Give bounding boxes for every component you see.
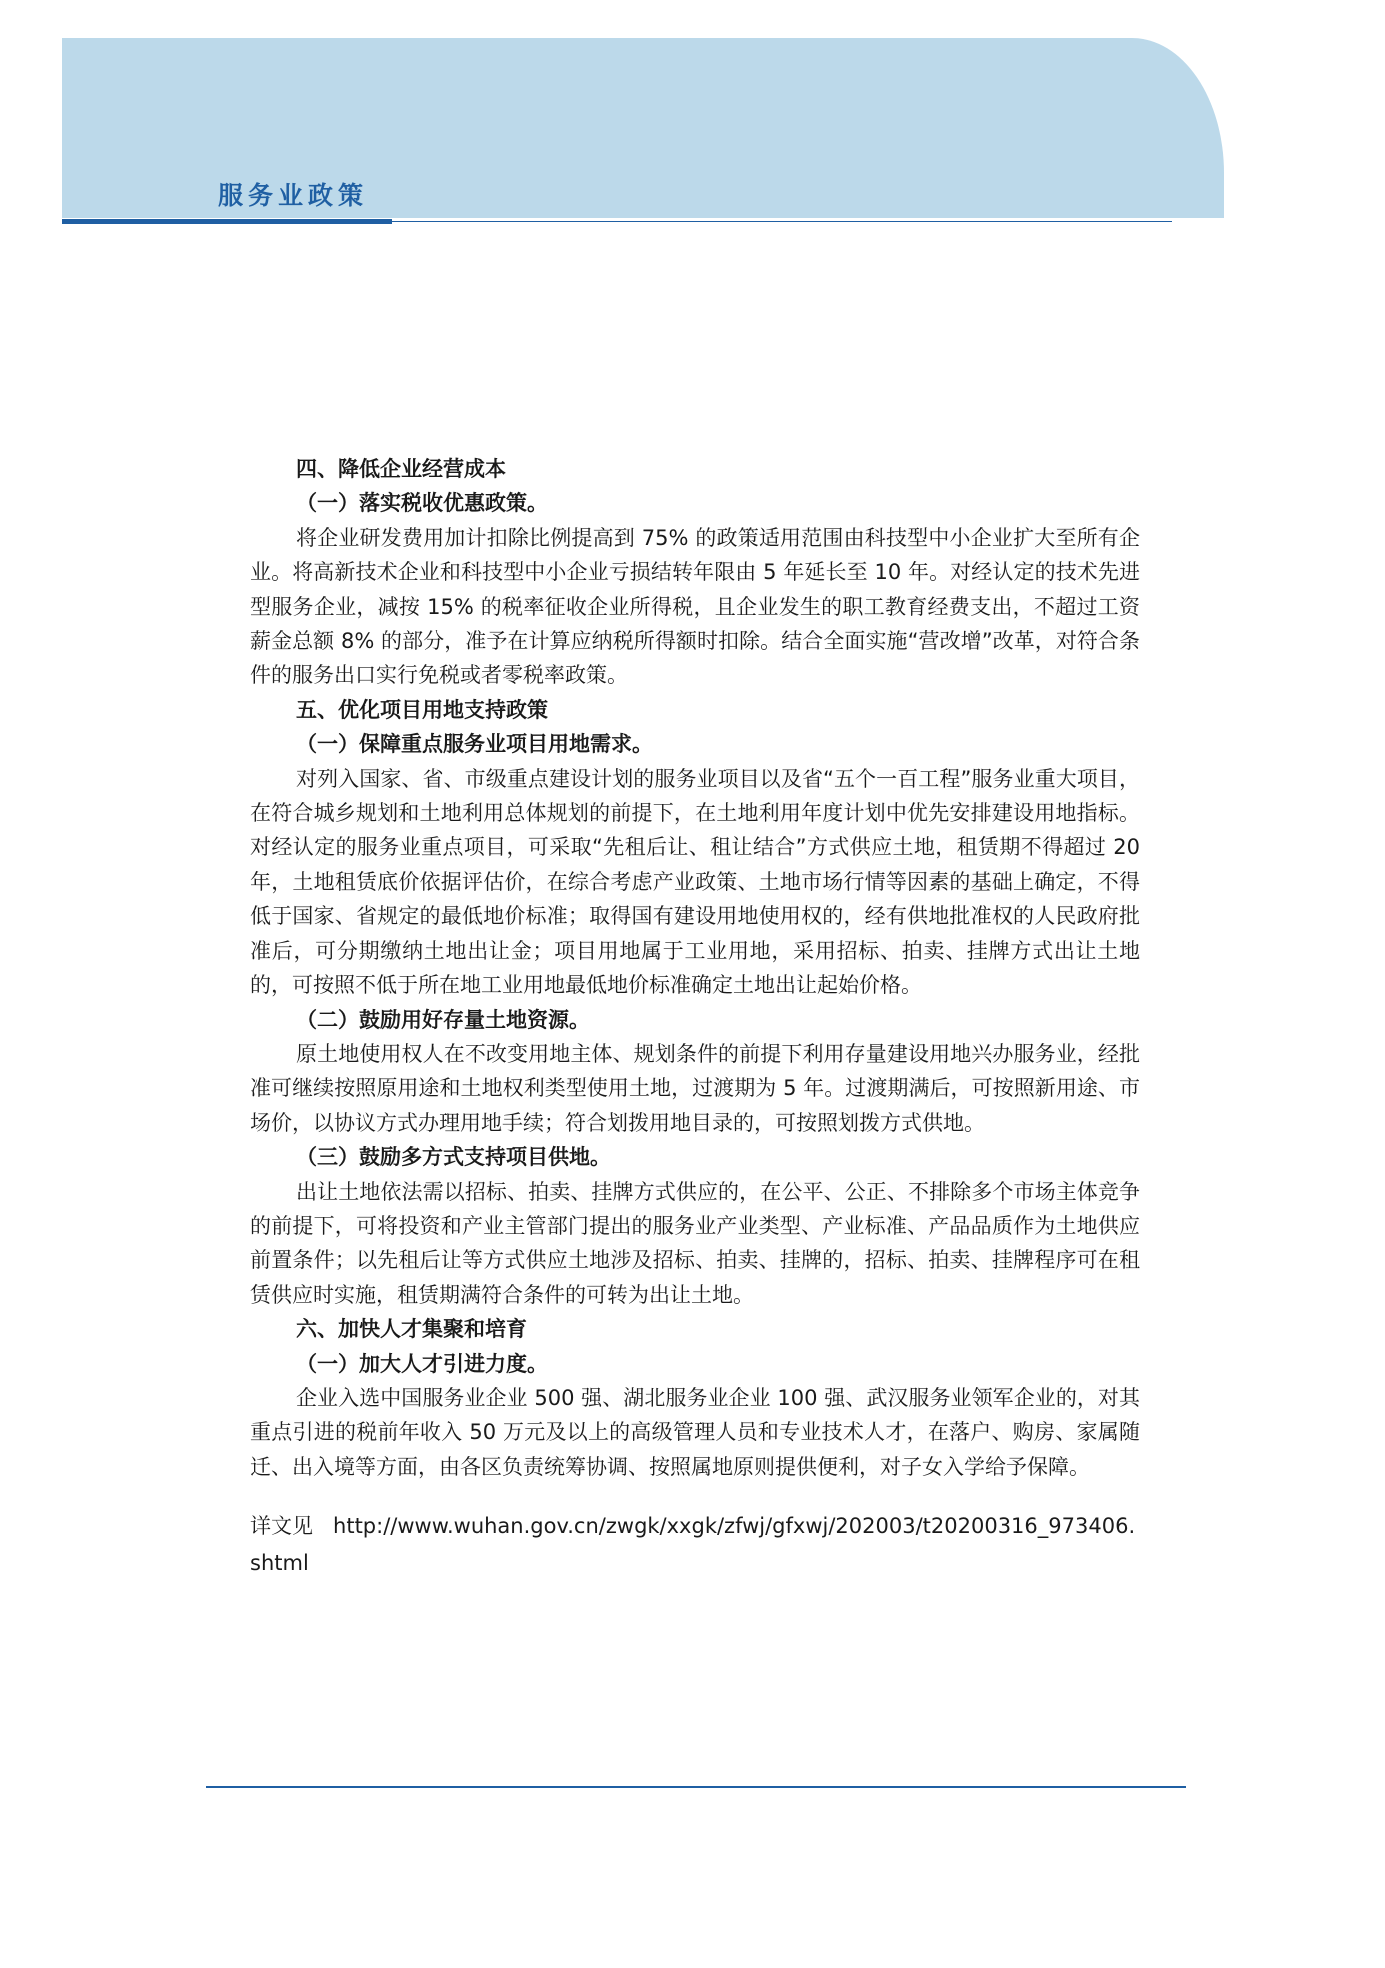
paragraph: 对列入国家、省、市级重点建设计划的服务业项目以及省“五个一百工程”服务业重大项目，在符合城乡规划和土地利用总体规划的前提下，在土地利用年度计划中优先安排建设用地指标。对经认定的服务业重点项目，可采取“先租后让、租让结合”方式供应土地，租赁期不得超过 20 年，土地租赁底价依据评估价，在综合考虑产业政策、土地市场行情等因素的基础上确定，不得低于国家、省规定的最低地价标准；取得国有建设用地使用权的，经有供地批准权的人民政府批准后，可分期缴纳土地出让金；项目用地属于工业用地，采用招标、拍卖、挂牌方式出让土地的，可按照不低于所在地工业用地最低地价标准确定土地出让起始价格。 [250,766,1140,998]
section-label: 服务业政策 [218,181,369,210]
header-underline-rule [392,221,1172,222]
paragraph: 原土地使用权人在不改变用地主体、规划条件的前提下利用存量建设用地兴办服务业，经批准可继续按照原用途和土地权利类型使用土地，过渡期为 5 年。过渡期满后，可按照新用途、市场价，以协议方式办理用地手续；符合划拨用地目录的，可按照划拨方式供地。 [250,1041,1140,1135]
subsection-heading: （二）鼓励用好存量土地资源。 [296,1007,590,1032]
header-underline-accent [62,219,392,224]
section-heading: 五、优化项目用地支持政策 [296,697,548,722]
paragraph: 出让土地依法需以招标、拍卖、挂牌方式供应的，在公平、公正、不排除多个市场主体竞争的前提下，可将投资和产业主管部门提出的服务业产业类型、产业标准、产品品质作为土地供应前置条件；以先租后让等方式供应土地涉及招标、拍卖、挂牌的，招标、拍卖、挂牌程序可在租赁供应时实施，租赁期满符合条件的可转为出让土地。 [250,1179,1140,1307]
paragraph: 将企业研发费用加计扣除比例提高到 75% 的政策适用范围由科技型中小企业扩大至所有企业。将高新技术企业和科技型中小企业亏损结转年限由 5 年延长至 10 年。对经认定的技术先进型服务企业，减按 15% 的税率征收企业所得税，且企业发生的职工教育经费支出，不超过工资薪金总额 8% 的部分，准予在计算应纳税所得额时扣除。结合全面实施“营改增”改革，对符合条件的服务出口实行免税或者零税率政策。 [250,525,1140,688]
source-link[interactable]: http://www.wuhan.gov.cn/zwgk/xxgk/zfwj/gfxwj/202003/t20200316_973406.shtml [250,1514,1136,1576]
subsection-heading: （三）鼓励多方式支持项目供地。 [296,1145,611,1170]
section-heading: 六、加快人才集聚和培育 [296,1317,527,1342]
source-label: 详文见 [250,1514,313,1539]
source-reference [250,1508,1140,1582]
subsection-heading: （一）落实税收优惠政策。 [296,491,548,516]
footer-rule [206,1786,1186,1788]
subsection-heading: （一）加大人才引进力度。 [296,1351,548,1376]
subsection-heading: （一）保障重点服务业项目用地需求。 [296,732,653,757]
document-body [250,452,1140,1582]
paragraph: 企业入选中国服务业企业 500 强、湖北服务业企业 100 强、武汉服务业领军企业的，对其重点引进的税前年收入 50 万元及以上的高级管理人员和专业技术人才，在落户、购房、家属随迁、出入境等方面，由各区负责统筹协调、按照属地原则提供便利，对子女入学给予保障。 [250,1385,1140,1479]
section-heading: 四、降低企业经营成本 [296,457,506,481]
